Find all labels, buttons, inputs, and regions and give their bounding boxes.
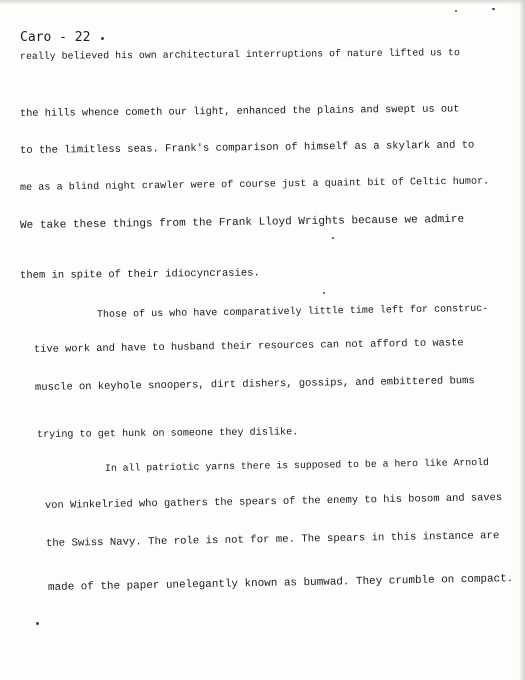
- text-line-14: made of the paper unelegantly known as bumwad. They crumble on compact.: [47, 573, 514, 594]
- text-line-5: We take these things from the Frank Lloyd Wrights because we admire: [19, 213, 465, 232]
- scan-edge-right: [519, 0, 525, 680]
- text-line-10: trying to get hunk on someone they dislike.: [36, 427, 299, 441]
- text-line-12: von Winkelried who gathers the spears of the enemy to his bosom and saves: [44, 492, 503, 512]
- text-line-1: really believed his own architectural interruptions of nature lifted us to: [19, 47, 460, 62]
- text-line-8: tive work and have to husband their resources can not afford to waste: [33, 337, 464, 356]
- text-line-6: them in spite of their idiocyncrasies.: [19, 267, 260, 282]
- ink-speck: [101, 37, 104, 40]
- text-line-13: the Swiss Navy. The role is not for me. The spears in this instance are: [45, 530, 500, 550]
- page-header: Caro - 22: [20, 30, 91, 45]
- ink-speck: [492, 8, 495, 10]
- ink-speck: [323, 292, 325, 294]
- text-line-9: muscle on keyhole snoopers, dirt dishers, gossips, and embittered bums: [34, 375, 475, 394]
- ink-speck: [332, 237, 334, 239]
- text-line-3: to the limitless seas. Frank's comparison of himself as a skylark and to: [19, 139, 475, 157]
- scan-edge-top: [0, 0, 525, 5]
- ink-speck: [455, 10, 457, 12]
- text-line-4: me as a blind night crawler were of course just a quaint bit of Celtic humor.: [19, 176, 490, 194]
- ink-speck: [36, 622, 39, 625]
- text-line-11: In all patriotic yarns there is supposed to be a hero like Arnold: [104, 456, 490, 474]
- text-line-2: the hills whence cometh our light, enhanced the plains and swept us out: [19, 103, 460, 120]
- text-line-7: Those of us who have comparatively little time left for construc-: [96, 303, 489, 321]
